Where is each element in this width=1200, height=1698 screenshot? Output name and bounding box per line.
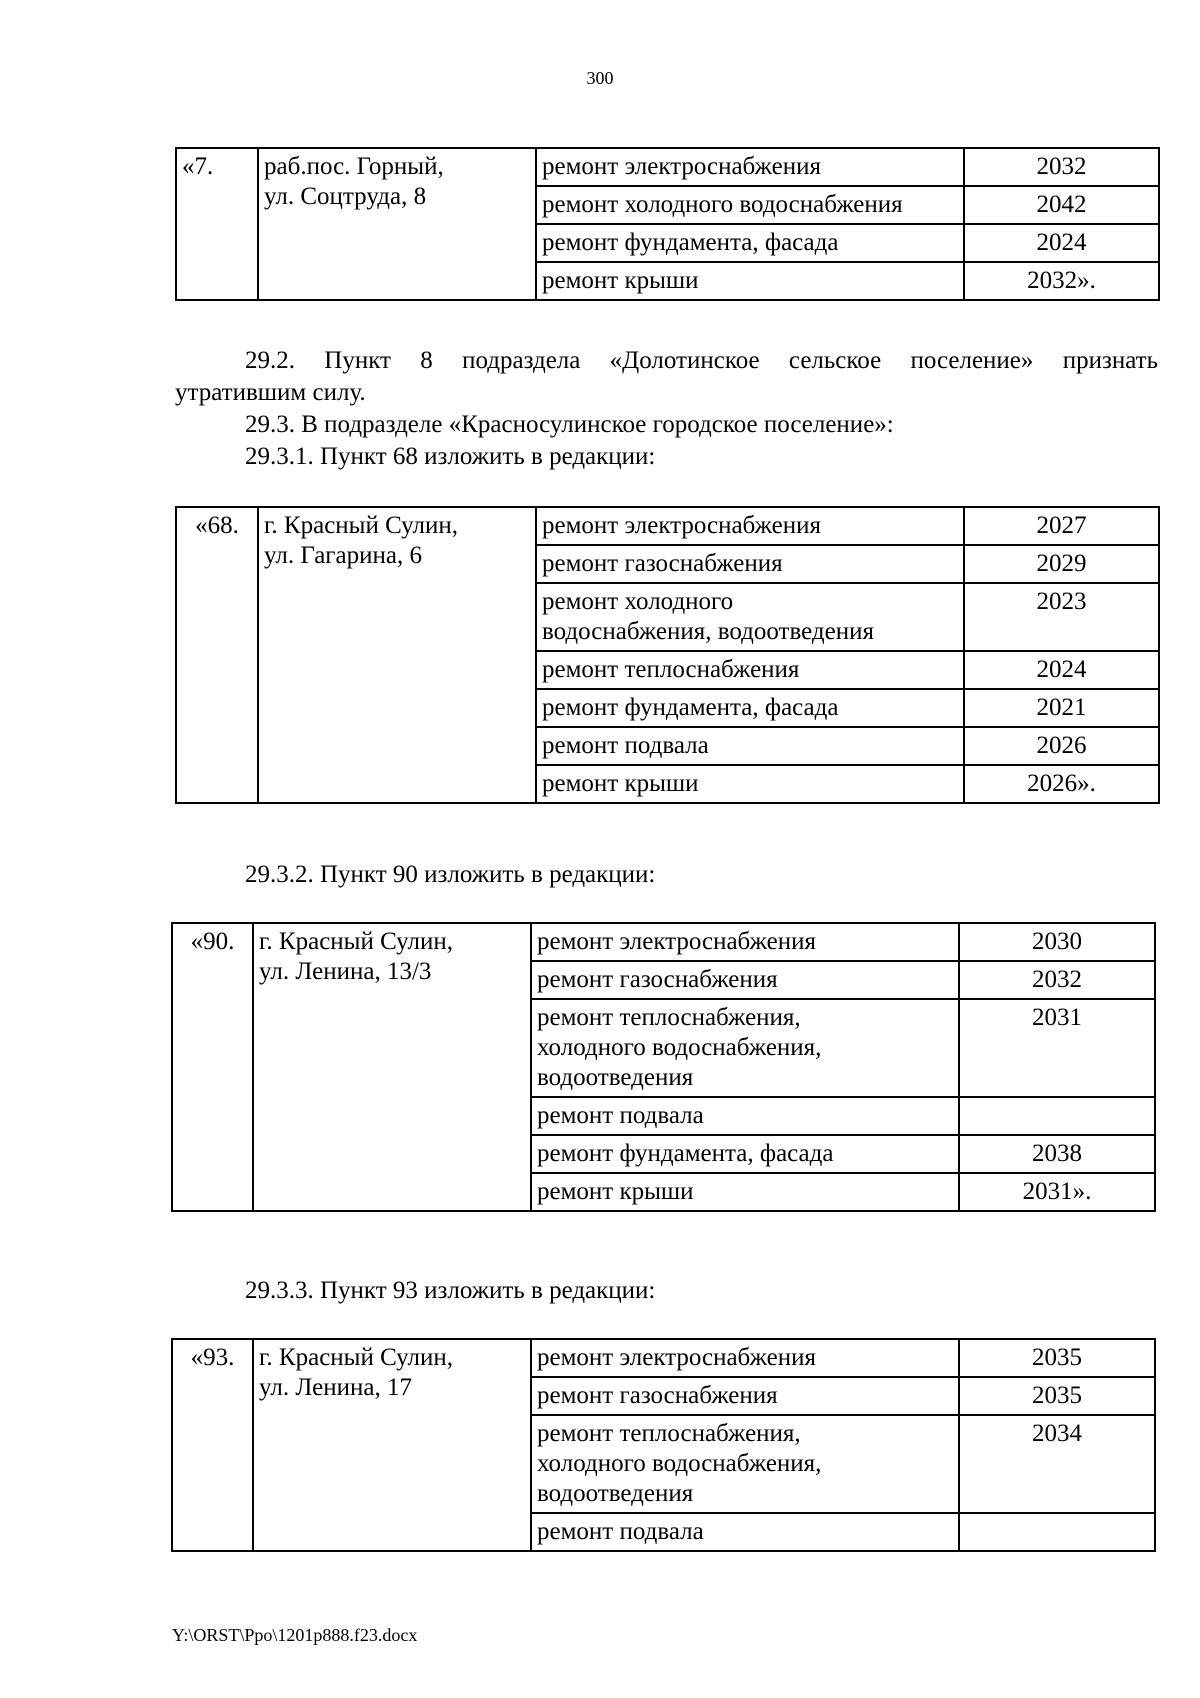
year-cell: 2026». — [964, 765, 1159, 803]
file-path-footer: Y:\ORST\Ppo\1201p888.f23.docx — [172, 1625, 418, 1645]
work-type-cell — [531, 1339, 959, 1377]
year-cell: 2035 — [959, 1377, 1155, 1415]
paragraph-29-2: 29.2. Пункт 8 подраздела «Долотинское сельское поселение» признать — [245, 347, 1158, 374]
work-type-cell — [531, 1377, 959, 1415]
table-row — [176, 148, 1159, 186]
repair-table-item-7 — [175, 147, 1160, 301]
year-cell: 2031». — [959, 1173, 1155, 1211]
address-line: г. Красный Сулин, — [259, 928, 454, 955]
work-type-line: ремонт газоснабжения — [537, 966, 778, 993]
year-cell — [959, 1097, 1155, 1135]
address-line: ул. Ленина, 17 — [259, 1374, 412, 1401]
work-type-line: холодного водоснабжения, — [537, 1034, 822, 1061]
work-type-line: ремонт теплоснабжения, — [537, 1004, 801, 1031]
year-cell — [959, 1513, 1155, 1551]
item-number: «68. — [176, 507, 258, 803]
year-cell: 2021 — [964, 689, 1159, 727]
work-type-cell — [536, 765, 964, 803]
item-number: «7. — [176, 148, 258, 300]
table-row — [176, 507, 1159, 545]
year-cell: 2034 — [959, 1415, 1155, 1513]
work-type-line: ремонт крыши — [537, 1178, 694, 1205]
address-line: г. Красный Сулин, — [264, 512, 459, 539]
table-row — [172, 923, 1155, 961]
work-type-line: ремонт крыши — [542, 770, 699, 797]
paragraph-29-3-1: 29.3.1. Пункт 68 изложить в редакции: — [245, 443, 656, 470]
work-type-cell — [536, 583, 964, 651]
work-type-cell — [536, 507, 964, 545]
paragraph-29-3-2: 29.3.2. Пункт 90 изложить в редакции: — [245, 861, 656, 888]
work-type-cell — [531, 1097, 959, 1135]
address-cell — [258, 507, 536, 803]
work-type-line: холодного водоснабжения, — [537, 1450, 822, 1477]
year-cell: 2032 — [964, 148, 1159, 186]
address-line: ул. Гагарина, 6 — [264, 542, 423, 569]
paragraph-29-3: 29.3. В подразделе «Красносулинское городское поселение»: — [245, 411, 894, 438]
year-cell: 2038 — [959, 1135, 1155, 1173]
work-type-line: ремонт электроснабжения — [542, 153, 821, 180]
work-type-cell — [531, 961, 959, 999]
year-cell: 2029 — [964, 545, 1159, 583]
work-type-line: ремонт электроснабжения — [537, 1344, 816, 1371]
year-cell: 2023 — [964, 583, 1159, 651]
work-type-cell — [531, 1135, 959, 1173]
work-type-line: ремонт газоснабжения — [542, 550, 783, 577]
work-type-cell — [531, 1415, 959, 1513]
work-type-cell — [536, 186, 964, 224]
year-cell: 2024 — [964, 224, 1159, 262]
paragraph-29-3-3: 29.3.3. Пункт 93 изложить в редакции: — [245, 1277, 656, 1304]
work-type-cell — [531, 1513, 959, 1551]
year-cell: 2026 — [964, 727, 1159, 765]
repair-table-item-93 — [171, 1338, 1156, 1552]
year-cell: 2035 — [959, 1339, 1155, 1377]
work-type-cell — [536, 689, 964, 727]
work-type-line: водоотведения — [537, 1480, 694, 1507]
address-cell — [253, 1339, 531, 1551]
work-type-cell — [531, 1173, 959, 1211]
work-type-cell — [536, 727, 964, 765]
repair-table-item-90 — [171, 922, 1156, 1212]
address-line: раб.пос. Горный, — [264, 153, 444, 180]
year-cell: 2030 — [959, 923, 1155, 961]
address-cell — [253, 923, 531, 1211]
item-number: «93. — [172, 1339, 253, 1551]
work-type-line: ремонт холодного — [542, 588, 734, 615]
work-type-line: ремонт фундамента, фасада — [542, 229, 839, 256]
year-cell: 2027 — [964, 507, 1159, 545]
work-type-cell — [531, 923, 959, 961]
year-cell: 2031 — [959, 999, 1155, 1097]
address-line: ул. Ленина, 13/3 — [259, 958, 432, 985]
work-type-line: водоснабжения, водоотведения — [542, 618, 874, 645]
repair-table-item-68 — [175, 506, 1160, 804]
work-type-line: ремонт газоснабжения — [537, 1382, 778, 1409]
address-cell — [258, 148, 536, 300]
work-type-line: ремонт крыши — [542, 267, 699, 294]
work-type-cell — [536, 148, 964, 186]
work-type-cell — [531, 999, 959, 1097]
work-type-line: ремонт фундамента, фасада — [537, 1140, 834, 1167]
year-cell: 2032 — [959, 961, 1155, 999]
work-type-line: ремонт теплоснабжения — [542, 656, 800, 683]
work-type-cell — [536, 651, 964, 689]
paragraph-29-2-cont: утратившим силу. — [175, 379, 366, 406]
work-type-line: ремонт электроснабжения — [537, 928, 816, 955]
item-number: «90. — [172, 923, 253, 1211]
address-line: ул. Соцтруда, 8 — [264, 183, 427, 210]
year-cell: 2024 — [964, 651, 1159, 689]
year-cell: 2042 — [964, 186, 1159, 224]
work-type-line: ремонт подвала — [537, 1518, 704, 1545]
work-type-line: водоотведения — [537, 1064, 694, 1091]
year-cell: 2032». — [964, 262, 1159, 300]
work-type-line: ремонт электроснабжения — [542, 512, 821, 539]
work-type-cell — [536, 224, 964, 262]
page-number: 300 — [586, 68, 614, 88]
work-type-line: ремонт теплоснабжения, — [537, 1420, 801, 1447]
work-type-cell — [536, 545, 964, 583]
table-row — [172, 1339, 1155, 1377]
work-type-line: ремонт холодного водоснабжения — [542, 191, 903, 218]
work-type-cell — [536, 262, 964, 300]
address-line: г. Красный Сулин, — [259, 1344, 454, 1371]
work-type-line: ремонт фундамента, фасада — [542, 694, 839, 721]
work-type-line: ремонт подвала — [542, 732, 709, 759]
work-type-line: ремонт подвала — [537, 1102, 704, 1129]
